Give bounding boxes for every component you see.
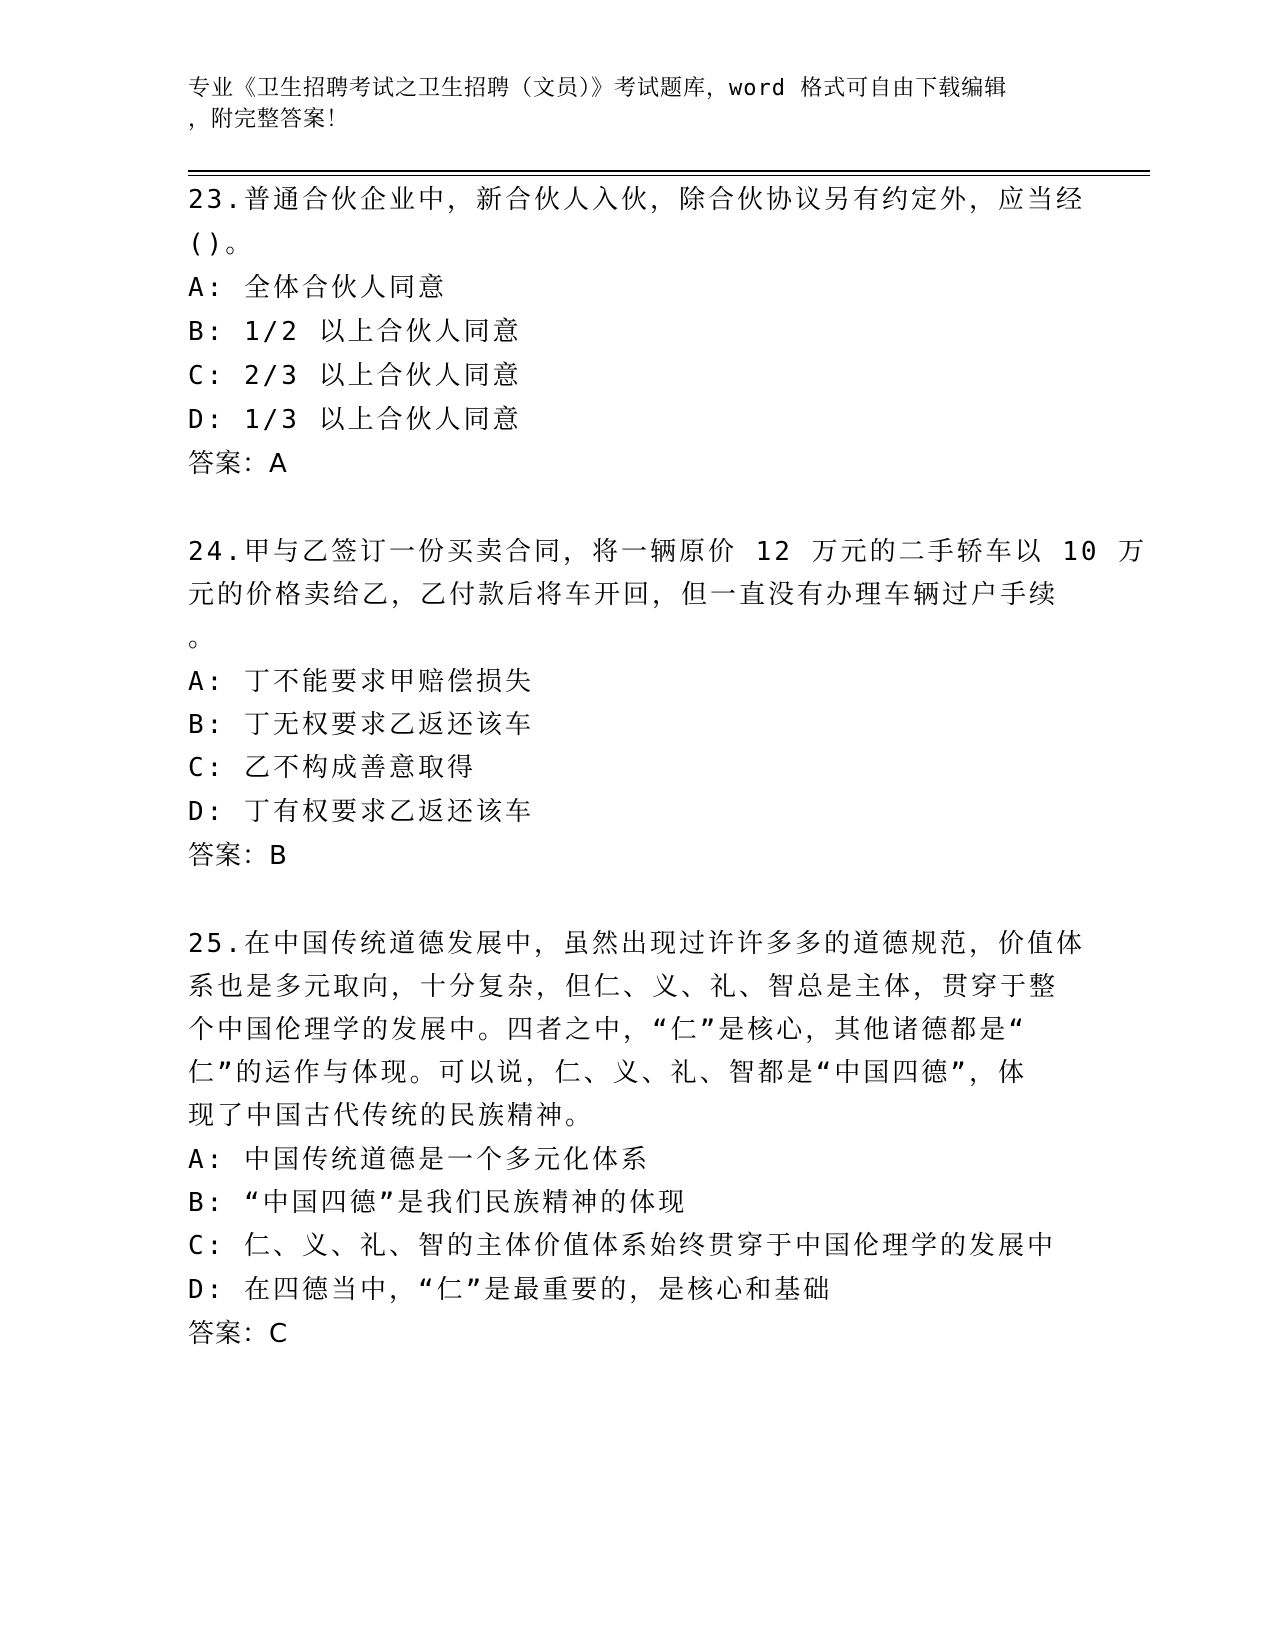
question-24-option-d: D: 丁有权要求乙返还该车 [188, 797, 534, 827]
header-rule-thin [188, 175, 1150, 176]
question-25-stem-line-5: 现了中国古代传统的民族精神。 [188, 1101, 595, 1131]
question-23-stem-line-2: ()。 [188, 229, 255, 259]
header-text-line-2: ，附完整答案！ [188, 107, 350, 132]
question-25-stem-line-3: 个中国伦理学的发展中。四者之中，“仁”是核心，其他诸德都是“ [188, 1015, 1027, 1045]
question-23-answer: 答案：A [188, 449, 288, 479]
question-25-stem-line-2: 系也是多元取向，十分复杂，但仁、义、礼、智总是主体，贯穿于整 [188, 972, 1059, 1002]
question-23-option-d: D: 1/3 以上合伙人同意 [188, 405, 522, 435]
question-23-option-a: A: 全体合伙人同意 [188, 273, 447, 303]
question-25-option-c: C: 仁、义、礼、智的主体价值体系始终贯穿于中国伦理学的发展中 [188, 1231, 1056, 1261]
question-25-answer: 答案：C [188, 1319, 289, 1349]
question-25-option-a: A: 中国传统道德是一个多元化体系 [188, 1145, 650, 1175]
question-24-option-a: A: 丁不能要求甲赔偿损失 [188, 667, 534, 697]
question-24-stem-line-2: 元的价格卖给乙，乙付款后将车开回，但一直没有办理车辆过户手续 [188, 580, 1059, 610]
question-23-option-b: B: 1/2 以上合伙人同意 [188, 317, 522, 347]
question-25-option-d: D: 在四德当中，“仁”是最重要的，是核心和基础 [188, 1275, 833, 1305]
question-25-stem-line-1: 25.在中国传统道德发展中，虽然出现过许许多多的道德规范，价值体 [188, 929, 1085, 959]
question-23-stem-line-1: 23.普通合伙企业中，新合伙人入伙，除合伙协议另有约定外，应当经 [188, 185, 1085, 215]
header-rule-thick [188, 170, 1150, 172]
header-text-line-1: 专业《卫生招聘考试之卫生招聘（文员）》考试题库，word 格式可自由下载编辑 [188, 76, 1008, 101]
question-24-stem-line-1: 24.甲与乙签订一份买卖合同，将一辆原价 12 万元的二手轿车以 10 万 [188, 537, 1148, 567]
question-24-option-b: B: 丁无权要求乙返还该车 [188, 710, 534, 740]
question-24-option-c: C: 乙不构成善意取得 [188, 753, 476, 783]
question-25-stem-line-4: 仁”的运作与体现。可以说，仁、义、礼、智都是“中国四德”，体 [188, 1058, 1027, 1088]
question-24-stem-line-3: 。 [188, 623, 218, 653]
question-24-answer: 答案：B [188, 841, 288, 871]
question-23-option-c: C: 2/3 以上合伙人同意 [188, 361, 522, 391]
question-25-option-b: B: “中国四德”是我们民族精神的体现 [188, 1188, 688, 1218]
